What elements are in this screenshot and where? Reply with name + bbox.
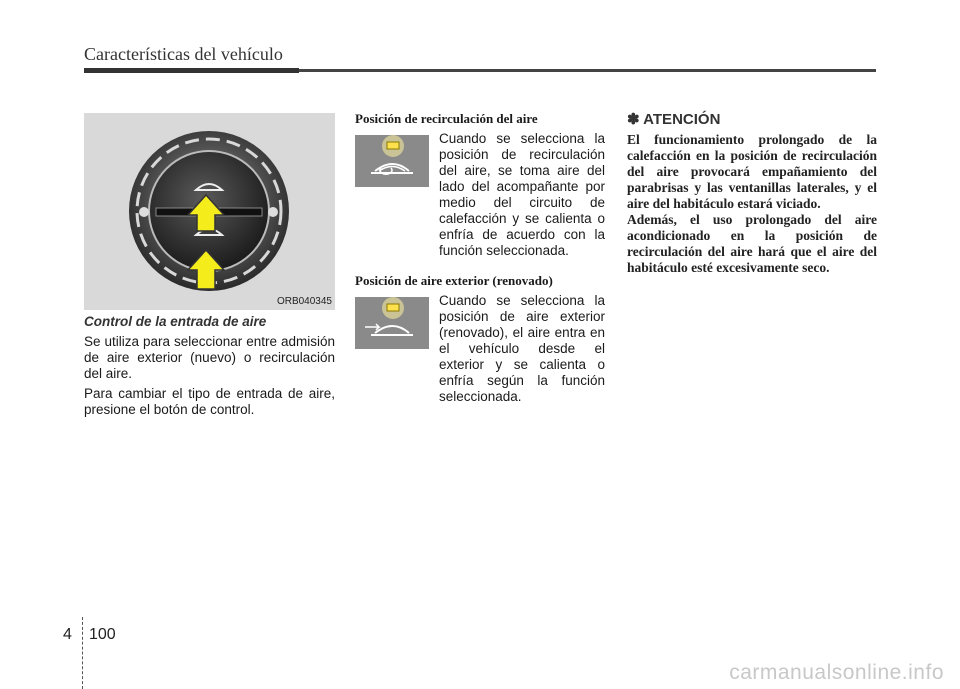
fresh-air-icon <box>355 297 429 349</box>
recirculation-section <box>355 131 605 259</box>
fresh-air-text: Cuando se selecciona la posición de aire exterior (renovado), el aire entra en el vehículo desde el exterior y se calienta o enfría según la función seleccionada. <box>439 293 605 404</box>
warning-paragraph-2: Además, el uso prolongado del aire acondicionado en la posición de recirculación del aire hará que el aire del habitáculo esté excesivamente seco. <box>627 212 877 275</box>
recirculation-heading: Posición de recirculación del aire <box>355 111 538 126</box>
middle-column <box>355 111 605 405</box>
recirculation-text: Cuando se selecciona la posición de recirculación del aire, se toma aire del lado del acompañante por medio del circuito de calefacción y se calienta o enfría de acuerdo con la función seleccionada. <box>439 131 605 258</box>
left-paragraph-1: Se utiliza para seleccionar entre admisión de aire exterior (nuevo) o recirculación del aire. <box>84 334 335 381</box>
watermark-link[interactable]: carmanualsonline.info <box>729 661 944 684</box>
recirculation-icon <box>355 135 429 187</box>
left-column <box>84 314 335 422</box>
warning-title: ✽ ATENCIÓN <box>627 111 721 128</box>
fresh-air-heading: Posición de aire exterior (renovado) <box>355 273 553 288</box>
chapter-number: 4 <box>63 626 72 643</box>
warning-paragraph-1: El funcionamiento prolongado de la calefacción en la posición de recirculación del aire provocará empañamiento del parabrisas y las ventanillas laterales, y el aire del habitáculo estará viciado. <box>627 132 877 211</box>
left-paragraph-2: Para cambiar el tipo de entrada de aire, presione el botón de control. <box>84 386 335 417</box>
header-rule <box>84 69 876 72</box>
footer-separator <box>82 617 83 689</box>
right-column <box>627 110 877 276</box>
figure-caption: Control de la entrada de aire <box>84 314 267 329</box>
figure-code: ORB040345 <box>276 296 332 307</box>
control-knob-figure <box>84 113 335 310</box>
page-number: 100 <box>89 626 116 643</box>
page-header-title: Características del vehículo <box>84 44 283 64</box>
fresh-air-section <box>355 293 605 405</box>
